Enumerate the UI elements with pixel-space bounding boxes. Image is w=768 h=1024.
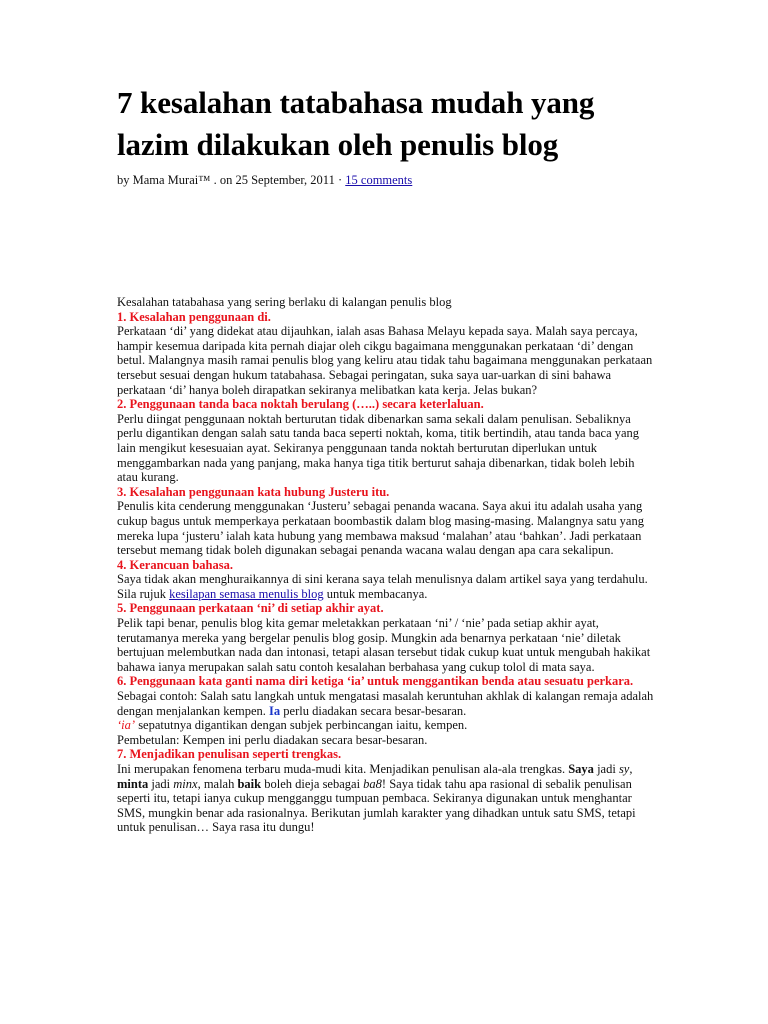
s7-word-ba8: ba8 [363,776,382,791]
section-4-heading: 4. Kerancuan bahasa. [117,557,233,572]
section-3-body: Penulis kita cenderung menggunakan ‘Justeru’ sebagai penanda wacana. Saya akui itu adalah usaha yang cukup bagus untuk memperkaya perkataan boombastik dalam blog masing-masing. Malangnya satu yang mereka lupa ‘justeru’ ialah kata hubung yang membawa maksud ‘malahan’ atau ‘bahkan’. Jadi perkataan tersebut memang tidak boleh digunakan sebagai penanda wacana walau dengan apa cara sekalipun. [117,499,644,558]
s7-jadi-2: jadi [148,776,174,791]
article-body [117,295,657,835]
section-6-text-post: perlu diadakan secara besar-besaran. [280,703,467,718]
section-6-ia-italic: ‘ia’ [117,718,136,733]
section-5-heading: 5. Penggunaan perkataan ‘ni’ di setiap akhir ayat. [117,601,384,616]
page-title: 7 kesalahan tatabahasa mudah yang lazim dilakukan oleh penulis blog [117,85,595,162]
section-6-line-2-text: sepatutnya digantikan dengan subjek perbincangan iaitu, kempen. [135,718,468,733]
section-6-heading: 6. Penggunaan kata ganti nama diri ketiga ‘ia’ untuk menggantikan benda atau sesuatu perkara. [117,674,634,689]
s7-text-2: ! Saya tidak tahu apa rasional di sebalik penulisan seperti itu, tetapi ianya cukup mengganggu tumpuan pembaca. Sekiranya digunakan untuk menghantar SMS, mungkin benar ada rasionalnya. Berikutan jumlah karakter yang dihadkan untuk satu SMS, tetapi untuk penulisan… Saya rasa itu dungu! [117,776,636,835]
intro-text: Kesalahan tatabahasa yang sering berlaku di kalangan penulis blog [117,295,452,309]
section-4-body [117,572,657,601]
s7-word-minta: minta [117,776,149,791]
s7-word-sy: sy [618,762,630,776]
s7-boleh: boleh dieja sebagai [261,776,364,791]
article-header [117,82,657,188]
section-7-heading: 7. Menjadikan penulisan seperti trengkas. [117,747,342,762]
section-4-text-pre: Saya tidak akan menghuraikannya di sini kerana saya telah menulisnya dalam artikel saya yang terdahulu. Sila rujuk [117,572,648,601]
section-1-body: Perkataan ‘di’ yang didekat atau dijauhkan, ialah asas Bahasa Melayu kepada saya. Malah saya percaya, hampir kesemua daripada kita pernah diajar oleh cikgu bagaimana menggunakan perkataan ‘di’ dengan betul. Malangnya masih ramai penulis blog yang keliru atau tidak tahu bagaimana menggunakan perkataan tersebut sesuai dengan hukum tatabahasa. Sebagai peringatan, suka saya uar-uarkan di sini bahawa perkataan ‘di’ hanya boleh dirapatkan sekiranya melibatkan kata kerja. Jelas bukan? [117,324,653,397]
section-6-line-2 [117,718,657,733]
section-7-body [117,762,657,835]
comments-link[interactable]: 15 comments [345,173,413,187]
section-3-heading: 3. Kesalahan penggunaan kata hubung Justeru itu. [117,484,390,499]
section-6-body [117,689,657,718]
byline-text: by Mama Murai™ . on 25 September, 2011 · [117,173,346,187]
s7-comma-1: , [629,762,633,776]
s7-text-1: Ini merupakan fenomena terbaru muda-mudi kita. Menjadikan penulisan ala-ala trengkas. [117,762,569,776]
section-2-body: Perlu diingat penggunaan noktah berturutan tidak dibenarkan sama sekali dalam penulisan. Sebaliknya perlu digantikan dengan salah satu tanda baca seperti noktah, koma, titik bertindih, atau tanda baca yang lain mengikut kesesuaian ayat. Sekiranya penggunaan tanda noktah berturutan diperlukan untuk menggambarkan nada yang panjang, maka hanya tiga titik berturut sahaja dibenarkan, tidak boleh lebih atau kurang. [117,411,640,485]
s7-malah: , malah [197,776,238,791]
section-4-text-post: untuk membacanya. [323,586,428,601]
byline [117,172,657,188]
s7-word-saya: Saya [568,762,594,776]
s7-word-baik: baik [237,776,262,791]
section-6-text-pre: Sebagai contoh: Salah satu langkah untuk mengatasi masalah keruntuhan akhlak di kalangan remaja adalah dengan menjalankan kempen. [117,689,654,718]
section-6-line-3: Pembetulan: Kempen ini perlu diadakan secara besar-besaran. [117,732,428,747]
article-link[interactable]: kesilapan semasa menulis blog [169,586,324,601]
section-2-heading: 2. Penggunaan tanda baca noktah berulang (…..) secara keterlaluan. [117,397,484,412]
section-5-body: Pelik tapi benar, penulis blog kita gemar meletakkan perkataan ‘ni’ / ‘nie’ pada setiap akhir ayat, terutamanya mereka yang bergelar penulis blog gosip. Mungkin ada benarnya perkataan ‘nie’ diletak bertujuan melembutkan nada dan intonasi, tetapi alasan tersebut tidak cukup kuat untuk mengubah hakikat bahawa ianya merupakan salah satu contoh kesalahan berbahasa yang cukup tolol di mata saya. [117,616,651,674]
s7-word-minx: minx [173,776,198,791]
s7-jadi-1: jadi [593,762,619,776]
section-6-ia-emphasis: Ia [269,703,281,718]
section-1-heading: 1. Kesalahan penggunaan di. [117,309,271,324]
